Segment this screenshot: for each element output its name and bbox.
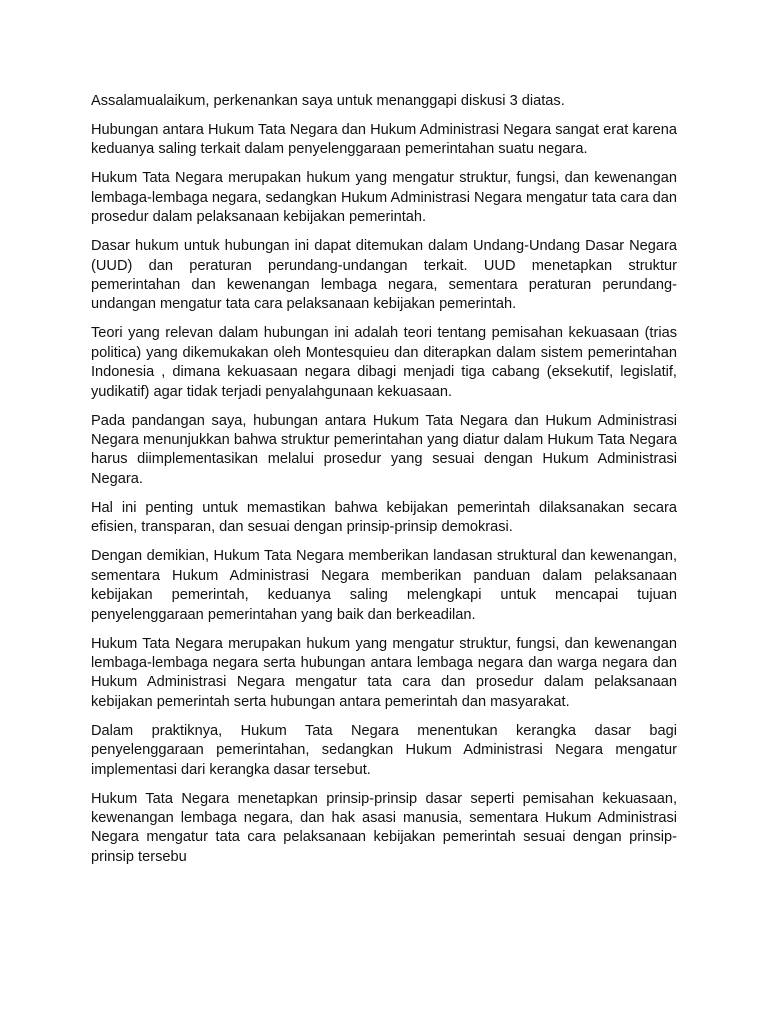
paragraph-principles: Hukum Tata Negara menetapkan prinsip-prinsip dasar seperti pemisahan kekuasaan, kewenangan lembaga negara, dan hak asasi manusia, sementara Hukum Administrasi Negara mengatur tata cara pelaksanaan kebijakan pemerintah sesuai dengan prinsip-prinsip tersebu <box>91 790 677 865</box>
paragraph-greeting: Assalamualaikum, perkenankan saya untuk menanggapi diskusi 3 diatas. <box>91 93 565 109</box>
paragraph-conclusion: Dengan demikian, Hukum Tata Negara memberikan landasan struktural dan kewenangan, sementara Hukum Administrasi Negara memberikan panduan dalam pelaksanaan kebijakan pemerintah, keduanya saling melengkapi untuk mencapai tujuan penyelenggaraan pemerintahan yang baik dan berkeadilan. <box>91 548 677 623</box>
paragraph-theory: Teori yang relevan dalam hubungan ini adalah teori tentang pemisahan kekuasaan (trias politica) yang dikemukakan oleh Montesquieu dan diterapkan dalam sistem pemerintahan Indonesia , dimana kekuasaan negara dibagi menjadi tiga cabang (eksekutif, legislatif, yudikatif) agar tidak terjadi penyalahgunaan kekuasaan. <box>91 325 677 400</box>
paragraph-relationship: Hubungan antara Hukum Tata Negara dan Hukum Administrasi Negara sangat erat karena keduanya saling terkait dalam penyelenggaraan pemerintahan suatu negara. <box>91 122 677 158</box>
paragraph-importance: Hal ini penting untuk memastikan bahwa kebijakan pemerintah dilaksanakan secara efisien, transparan, dan sesuai dengan prinsip-prinsip demokrasi. <box>91 499 677 536</box>
paragraph-legal-basis: Dasar hukum untuk hubungan ini dapat ditemukan dalam Undang-Undang Dasar Negara (UUD) dan peraturan perundang-undangan terkait. UUD menetapkan struktur pemerintahan dan kewenangan lembaga negara, sementara peraturan perundang-undangan mengatur tata cara pelaksanaan kebijakan pemerintah. <box>91 238 677 313</box>
paragraph-scope: Hukum Tata Negara merupakan hukum yang mengatur struktur, fungsi, dan kewenangan lembaga-lembaga negara serta hubungan antara lembaga negara dan warga negara dan Hukum Administrasi Negara mengatur tata cara dan prosedur dalam pelaksanaan kebijakan pemerintah serta hubungan antara pemerintah dan masyarakat. <box>91 635 677 710</box>
paragraph-practice: Dalam praktiknya, Hukum Tata Negara menentukan kerangka dasar bagi penyelenggaraan pemerintahan, sedangkan Hukum Administrasi Negara mengatur implementasi dari kerangka dasar tersebut. <box>91 722 677 778</box>
paragraph-definitions: Hukum Tata Negara merupakan hukum yang mengatur struktur, fungsi, dan kewenangan lembaga-lembaga negara, sedangkan Hukum Administrasi Negara mengatur tata cara dan prosedur dalam pelaksanaan kebijakan pemerintah. <box>91 170 677 226</box>
paragraph-opinion: Pada pandangan saya, hubungan antara Hukum Tata Negara dan Hukum Administrasi Negara menunjukkan bahwa struktur pemerintahan yang diatur dalam Hukum Tata Negara harus diimplementasikan melalui prosedur yang sesuai dengan Hukum Administrasi Negara. <box>91 412 677 487</box>
document-page <box>91 92 677 877</box>
